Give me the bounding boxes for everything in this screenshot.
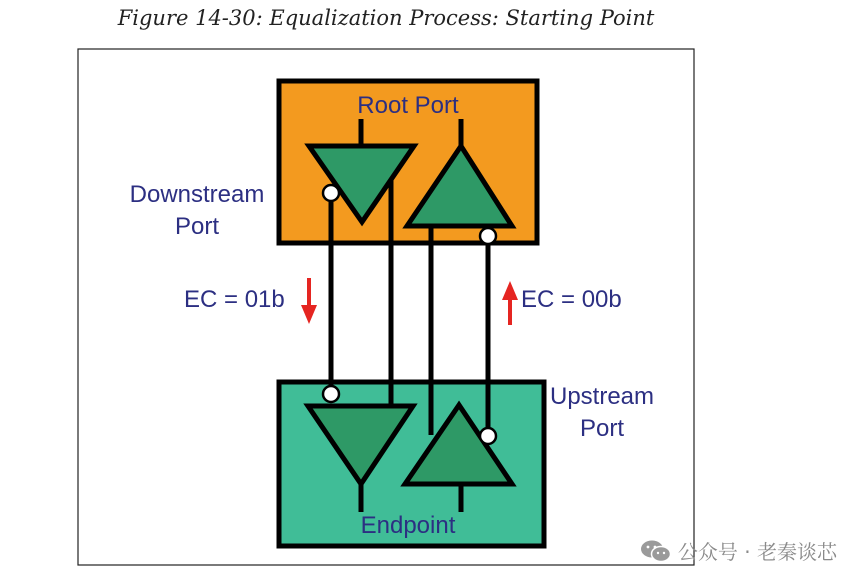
- ec-down-label: EC = 01b: [184, 286, 285, 313]
- downstream-label-line1: Downstream: [129, 181, 265, 208]
- ec-up-label: EC = 00b: [521, 286, 622, 313]
- figure-caption: Figure 14-30: Equalization Process: Starting Point: [117, 6, 655, 30]
- downstream-label-line2: Port: [174, 213, 220, 240]
- wechat-icon: [640, 539, 672, 563]
- ec-up-arrow: [502, 281, 518, 325]
- watermark: [640, 536, 837, 565]
- endpoint-label: Endpoint: [360, 512, 456, 539]
- watermark-text: 公众号 · 老秦谈芯: [677, 540, 837, 564]
- upstream-label-line1: Upstream: [549, 383, 655, 410]
- ec-down-arrow: [301, 278, 317, 324]
- upstream-label-line2: Port: [579, 415, 625, 442]
- root-port-label: Root Port: [357, 92, 459, 119]
